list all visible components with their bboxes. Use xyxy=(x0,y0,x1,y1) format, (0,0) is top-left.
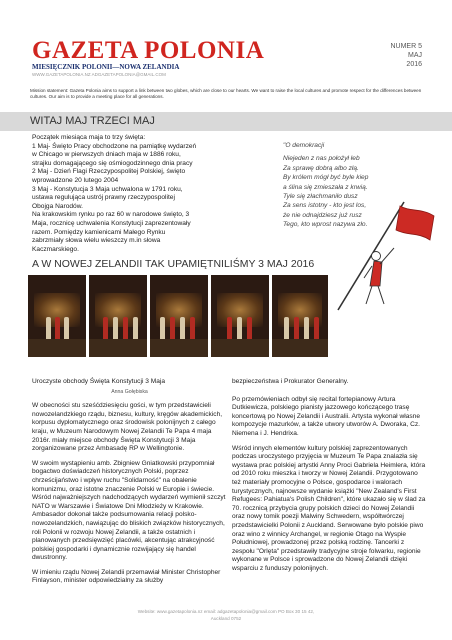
section-1-body xyxy=(32,134,282,254)
article-paragraph: W swoim wystąpieniu amb. Zbigniew Gniatkowski przypomniał bogactwo doświadczeń historycznych Polski, poprzez chrześcijaństwo i wpływ ruchu "Solidarność" na obalenie komunizmu, oraz istotne znaczenie Polski w Europie i świecie. Wśród najważniejszych nadchodzących wydarzeń wymienił szczyt NATO w Warszawie i Światowe Dni Młodzieży w Krakowie. Ambasador dokonał także podsumowania relacji polsko-nowozelandzkich, nawiązując do bliskich związków historycznych, roli Polonii w rozwoju Nowej Zelandii, a także ostatnich i planowanych przedsięwzięć placówki, akcentując atrakcyjność polskiej gospodarki i dynamicznie rozwijający się handel dwustronny. xyxy=(32,459,226,562)
section-1-line: 3 Maj - Konstytucja 3 Maja uchwalona w 1791 roku, xyxy=(32,185,183,193)
section-1-line: 2 Maj - Dzień Flagi Rzeczypospolitej Polskiej, święto xyxy=(32,168,186,176)
flag-figure-illustration xyxy=(330,200,440,320)
issue-year: 2016 xyxy=(406,61,422,68)
section-1-line: wprowadzone 20 lutego 2004 xyxy=(32,176,119,184)
masthead-subtitle: MIESIĘCZNIK POLONII—NOWA ZELANDIA xyxy=(32,63,180,71)
poem-line: Za sens istotny - kto jest los, xyxy=(283,202,367,210)
section-1-line: Obojga Narodów. xyxy=(32,202,83,210)
mission-statement: Mission statement: Gazeta Polonia aims to support a link between two globes, which are close to our hearts. We want to raise the local cultures and promote respect for the differences between cultures. Our aim is to provide a meeting place for all generations. xyxy=(30,88,422,100)
issue-info xyxy=(390,42,422,69)
section-1-line: 1 Maj- Święto Pracy obchodzone na pamiątkę wydarzeń xyxy=(32,142,197,150)
issue-number: NUMER 5 xyxy=(390,43,422,50)
event-photo xyxy=(272,275,328,357)
poem-line: Tyle się złachmaniło dusz xyxy=(283,193,358,201)
article-paragraph: Wśród innych elementów kultury polskiej zaprezentowanych podczas uroczystego przyjęcia w Muzeum Te Papa znalazła się wystawa prac polskiej artystki Anny Proci Gabriela Heimlera, która od 2010 roku mieszka i tworzy w Nowej Zelandii. Przygotowano też materiały promocyjne o Polsce, gospodarce i walorach turystycznych, najnowsze wydanie książki "New Zealand's First Refugees: Pahiatua's Polish Children", które ukazało się w ślad za 70. rocznicą przybycia grupy polskich dzieci do Nowej Zelandii oraz nowy tomik poezji Malwiny Schwedern, współtwórczej przedstawicielki Polonii z Auckland. Serwowane było polskie piwo oraz wino z winnicy Archangel, w regionie Otago na Wyspie Południowej, prowadzonej przez polską rodzinę. Tancerki z zespołu "Orlęta" przedstawiły tradycyjne stroje folwarku, regionie wykonane w Polsce i sprowadzone do Nowej Zelandii dzięki wsparciu z funduszy polonijnych. xyxy=(232,444,426,572)
article-paragraph: W obecności stu sześćdziesięciu gości, w tym przedstawicieli nowozelandzkiego rządu, biznesu, kultury, kręgów akademickich, korpusu dyplomatycznego oraz środowisk polonijnych z całego kraju, w Muzeum Narodowym Nowej Zelandii Te Papa 4 maja 2016r. miały miejsce obchody Święta Konstytucji 3 Maja zorganizowane przez Ambasadę RP w Wellingtonie. xyxy=(32,402,223,453)
issue-month: MAJ xyxy=(408,52,422,59)
footer-address: Auckland 0752 xyxy=(210,615,242,621)
masthead-web: WWW.GAZETAPOLONIA.NZ ADGAZETAPOLONIA@GMAIL.COM xyxy=(32,72,166,77)
section-1-title: WITAJ MAJ TRZECI MAJ xyxy=(30,115,155,127)
poem-line: By królem mógł być byle kiep xyxy=(283,174,369,182)
poem-title: "O demokracji xyxy=(283,142,325,149)
article-left-column xyxy=(32,378,227,592)
article-heading: Uroczyste obchody Święta Konstytucji 3 Maja xyxy=(32,378,166,385)
event-photo xyxy=(150,275,208,357)
article-paragraph: bezpieczeństwa i Prokurator Generalny. xyxy=(232,378,349,385)
section-1-line: Początek miesiąca maja to trzy święta: xyxy=(32,134,146,141)
section-2-title: A W NOWEJ ZELANDII TAK UPAMIĘTNILIŚMY 3 MAJ 2016 xyxy=(32,258,315,270)
section-1-line: razem. Pomiędzy kamienicami Małego Rynku xyxy=(32,228,166,236)
masthead-title: GAZETA POLONIA xyxy=(32,37,265,64)
article-paragraph: Po przemówieniach odbył się recital fortepianowy Artura Dutkiewicza, polskiego pianisty jazzowego kończącego trasę koncertową po Nowej Zelandii i Australii. Artysta wykonał własne kompozycje mazurków, a także utwory utworów A. Dworaka, Cz. Niemena i J. Hendrixa. xyxy=(232,395,421,437)
event-photo xyxy=(211,275,269,357)
poem-line: Niejeden z nas położył łeb xyxy=(283,155,360,163)
section-1-line: ustawa regulująca ustrój prawny rzeczypospolitej xyxy=(32,194,175,202)
event-photo xyxy=(28,275,86,357)
article-author: Anna Gołębiska xyxy=(111,388,148,395)
article-paragraph: W imieniu rządu Nowej Zelandii przemawiał Minister Christopher Finlayson, minister odpowiedzialny za służby xyxy=(32,568,221,585)
footer-contact: Website: www.gazetapolonia.nz email: adgazetapolonia@gmail.com PO Box 30 15 42, xyxy=(137,609,315,614)
section-1-line: zabrzmiały słowa wielu wieszczy m.in słowa xyxy=(32,237,161,245)
section-1-line: w Chicago w pierwszych dniach maja w 1886 roku, xyxy=(32,151,181,159)
section-1-line: Kaczmarskiego. xyxy=(32,245,79,253)
poem-line: a ślina się zmieszała z krwią. xyxy=(283,183,368,191)
section-1-line: Maja, rocznicę uchwalenia Konstytucji zaprezentowały xyxy=(32,219,191,227)
event-photo xyxy=(89,275,147,357)
photo-strip xyxy=(28,275,328,357)
section-1-line: strajku domagającego się ośmiogodzinnego dnia pracy xyxy=(32,159,193,167)
poem-line: Tego, kto wprost nazywa zło. xyxy=(283,221,368,229)
flag-figure-icon xyxy=(338,202,434,310)
footer xyxy=(0,609,452,622)
poem-line: że nie odnajdziesz już rusz xyxy=(283,211,362,219)
section-1-line: Na krakowskim rynku po raz 60 w narodowe święto, 3 xyxy=(32,211,190,219)
poem-line: Za sprawę dobrą albo złą. xyxy=(283,164,359,172)
article-right-column xyxy=(232,378,428,579)
